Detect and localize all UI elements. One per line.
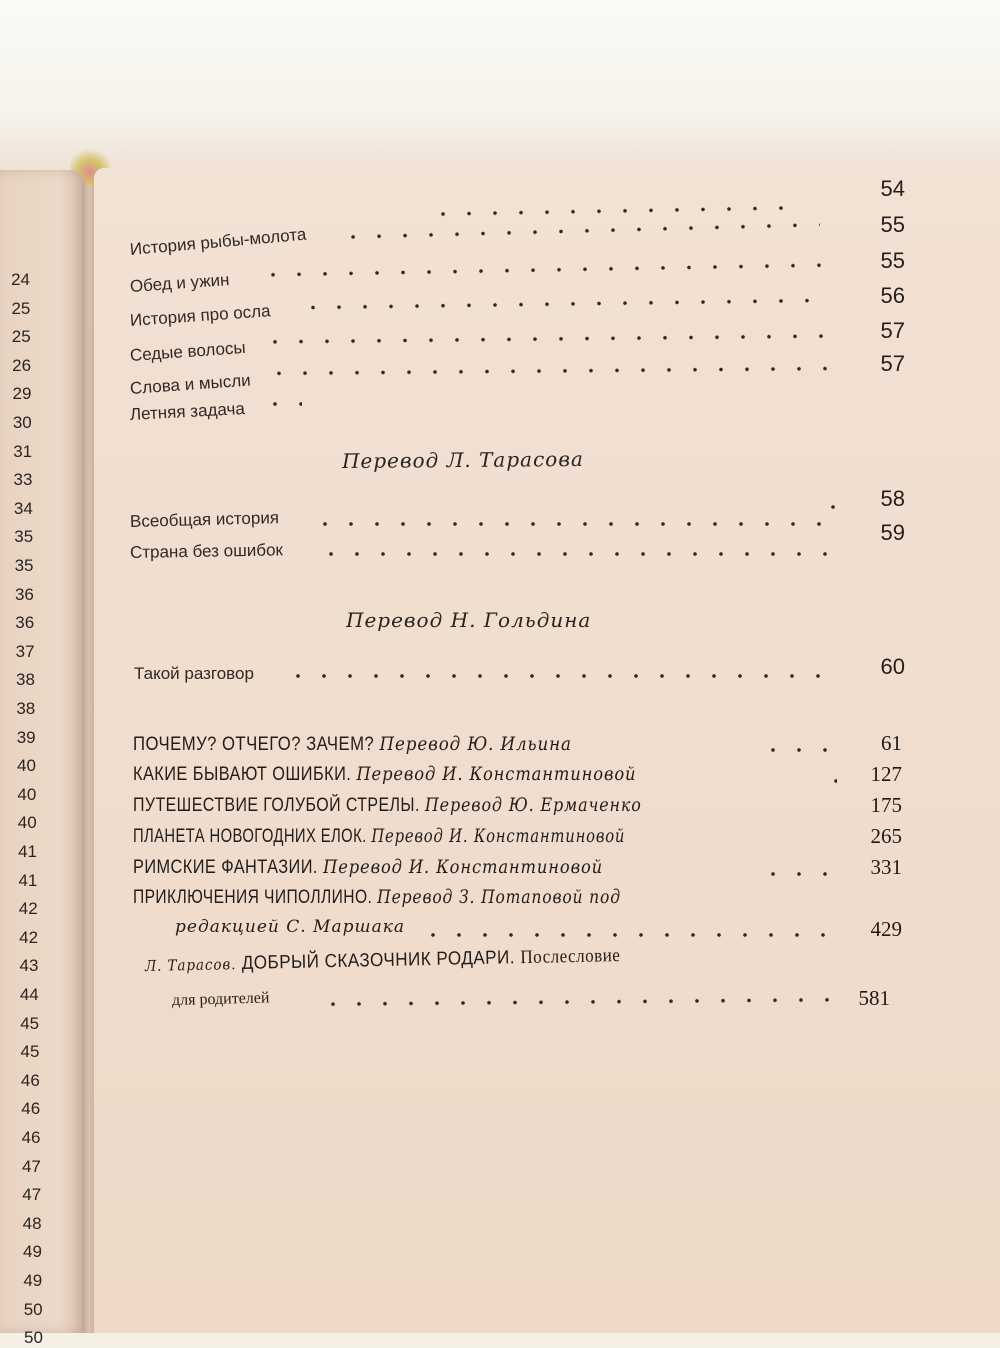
left-page-number: 42 [19,927,39,947]
left-page-number: 50 [23,1299,43,1319]
toc-work-entry-continued [175,917,405,937]
left-page-number: 48 [22,1213,42,1233]
dot-leader [285,674,840,678]
work-translator: Перевод И. Константиновой [356,763,637,785]
toc-work-entry [133,794,642,817]
dot-leader [312,522,832,526]
left-page-number: 44 [19,985,39,1004]
dot-leader [262,402,302,406]
left-page-number: 39 [16,727,36,747]
work-page-number: 331 [870,855,902,879]
work-translator: Перевод И. Константиновой [323,856,604,878]
work-page-number: 175 [870,793,902,817]
work-translator: Перевод И. Константиновой [371,825,626,847]
toc-afterword-entry-continued [172,987,270,1010]
afterword-author: Л. Тарасов. [144,955,237,975]
toc-work-entry [133,856,603,879]
toc-entry-title: Седые волосы [129,337,247,365]
left-page-number: 31 [13,441,33,461]
left-page-number: 45 [20,1042,40,1062]
dot-leader [760,748,840,752]
left-page-number: 46 [20,1070,40,1090]
work-page-number: 429 [870,917,902,941]
work-title: РИМСКИЕ ФАНТАЗИИ. [133,857,318,878]
toc-entry-title: Обед и ужин [129,270,231,296]
toc-page-number: 57 [880,351,905,376]
toc-work-entry [133,763,636,786]
toc-entry-title: Слова и мысли [129,370,252,398]
left-page-number: 47 [21,1156,41,1176]
left-page-number: 36 [14,584,34,604]
toc-work-entry [133,886,621,909]
dot-leader [820,505,840,509]
left-page-number: 38 [15,670,35,690]
dot-leader [420,933,835,937]
left-page-number: 38 [16,699,36,718]
left-page-number: 25 [11,327,31,347]
work-translator-continued: редакцией С. Маршака [175,917,405,937]
toc-entry-title: Всеобщая история [129,508,280,531]
work-page-number: 127 [870,762,902,786]
left-page-number: 33 [13,470,33,490]
left-page-number: 46 [21,1128,41,1147]
work-title: КАКИЕ БЫВАЮТ ОШИБКИ. [133,764,352,785]
afterword-title: ДОБРЫЙ СКАЗОЧНИК РОДАРИ. [241,947,516,974]
work-title: ПРИКЛЮЧЕНИЯ ЧИПОЛЛИНО. [133,887,373,908]
left-page-number: 40 [17,784,37,804]
toc-entry-title: История про осла [129,301,272,330]
left-page-number: 43 [19,956,39,976]
toc-work-entry [133,733,572,756]
section-heading: Перевод Л. Тарасова [341,446,584,474]
left-page-number: 41 [18,870,38,890]
left-page-number: 37 [15,641,35,661]
work-translator: Перевод Ю. Ильина [379,733,572,755]
toc-page-number: 54 [880,176,905,201]
section-heading: Перевод Н. Гольдина [346,608,592,632]
left-page-number: 26 [12,355,32,375]
dot-leader [318,552,838,556]
background-surface [0,0,1000,190]
left-page-number: 25 [11,298,31,318]
toc-page-number: 59 [880,520,905,545]
toc-entry-title: История рыбы-молота [129,224,308,259]
toc-page-number: 57 [880,318,905,343]
work-page-number: 265 [870,824,902,848]
work-translator: Перевод Ю. Ермаченко [424,794,642,816]
toc-page-number: 56 [880,283,905,308]
left-page-number: 34 [13,498,33,518]
left-page-number: 30 [12,413,32,432]
left-page-number: 46 [21,1099,41,1119]
toc-entry-title: Страна без ошибок [129,540,284,562]
left-page-number: 41 [18,842,37,861]
afterword-subtitle-continued: для родителей [171,989,270,1009]
left-page-number: 50 [24,1328,43,1348]
work-page-number: 61 [881,731,902,755]
left-page-number: 29 [12,384,32,404]
left-page-number: 45 [20,1013,40,1033]
toc-work-entry [133,825,625,848]
left-page-number: 36 [15,613,35,633]
left-page-number: 40 [17,756,36,776]
left-page-number: 49 [22,1242,42,1262]
work-page-number: 581 [858,986,890,1010]
work-title: ПЛАНЕТА НОВОГОДНИХ ЕЛОК. [133,826,367,847]
afterword-subtitle: Послесловие [520,945,621,969]
toc-page-number: 58 [880,486,905,511]
left-page-number: 47 [22,1185,42,1205]
work-translator: Перевод З. Потаповой под [377,886,621,908]
left-page-number: 35 [14,556,34,575]
dot-leader [760,872,835,876]
toc-page-number: 55 [880,212,905,237]
left-page-number: 49 [23,1271,43,1290]
toc-entry-title: Летняя задача [129,398,246,424]
left-page [0,170,85,1348]
toc-page-number: 60 [880,654,905,679]
work-title: ПОЧЕМУ? ОТЧЕГО? ЗАЧЕМ? [133,734,375,755]
toc-entry-title: Такой разговор [134,664,254,683]
left-page-number: 24 [11,270,30,289]
left-page-number: 40 [17,813,37,833]
work-title: ПУТЕШЕСТВИЕ ГОЛУБОЙ СТРЕЛЫ. [133,795,420,816]
left-page-number: 42 [18,899,38,919]
left-page-number: 35 [14,527,34,547]
toc-page-number: 55 [880,248,905,273]
